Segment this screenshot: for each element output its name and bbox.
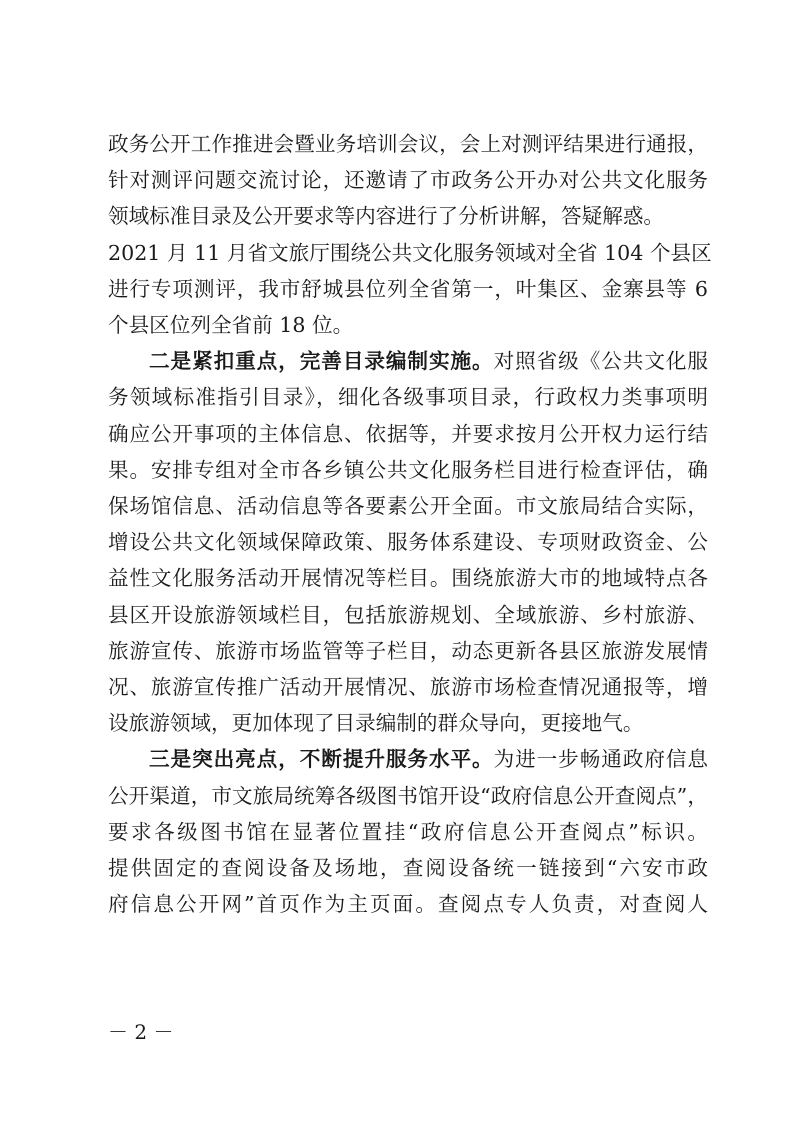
text-line: 政务公开工作推进会暨业务培训会议，会上对测评结果进行通报，: [108, 132, 708, 156]
text-line: 确应公开事项的主体信息、依据等，并要求按月公开权力运行结: [108, 421, 708, 446]
text-line: 公开渠道，市文旅局统筹各级图书馆开设“政府信息公开查阅点”，: [108, 783, 708, 808]
text-line: 府信息公开网”首页作为主页面。查阅点专人负责，对查阅人: [108, 892, 708, 917]
paragraph-3: [108, 741, 708, 922]
text-line: 设旅游领域，更加体现了目录编制的群众导向，更接地气。: [108, 711, 644, 736]
text-line: [108, 343, 708, 379]
text-line: 保场馆信息、活动信息等各要素公开全面。市文旅局结合实际，: [108, 494, 708, 519]
paragraph-heading: 三是突出亮点，不断提升服务水平。: [149, 747, 494, 772]
text-line: 进行专项测评，我市舒城县位列全省第一，叶集区、金寨县等 6: [108, 276, 708, 301]
text-line: 领域标准目录及公开要求等内容进行了分析讲解，答疑解惑。: [108, 204, 665, 229]
paragraph-1: [108, 126, 712, 343]
text-line: 增设公共文化领域保障政策、服务体系建设、专项财政资金、公: [108, 530, 708, 555]
text-line: 旅游宣传、旅游市场监管等子栏目，动态更新各县区旅游发展情: [108, 638, 708, 663]
text-line: 县区开设旅游领域栏目，包括旅游规划、全域旅游、乡村旅游、: [108, 602, 708, 627]
text-line: 提供固定的查阅设备及场地，查阅设备统一链接到“六安市政: [108, 856, 708, 881]
paragraph-2: [108, 343, 708, 741]
text-line: 果。安排专组对全市各乡镇公共文化服务栏目进行检查评估，确: [108, 457, 708, 482]
text-line: 个县区位列全省前 18 位。: [108, 313, 354, 338]
text-run: 为进一步畅通政府信息: [493, 747, 708, 772]
page-number: － 2 －: [108, 1020, 174, 1044]
body-text: [108, 126, 712, 922]
text-line: 益性文化服务活动开展情况等栏目。围绕旅游大市的地域特点各: [108, 566, 708, 591]
text-line: 务领域标准指引目录》，细化各级事项目录，行政权力类事项明: [108, 385, 708, 410]
text-line: 2021 月 11 月省文旅厅围绕公共文化服务领域对全省 104 个县区: [108, 240, 712, 265]
text-line: 要求各级图书馆在显著位置挂“政府信息公开查阅点”标识。: [108, 819, 708, 844]
text-run: 对照省级《公共文化服: [493, 349, 708, 374]
text-line: [108, 741, 708, 777]
text-line: 针对测评问题交流讨论，还邀请了市政务公开办对公共文化服务: [108, 168, 708, 193]
paragraph-heading: 二是紧扣重点，完善目录编制实施。: [149, 349, 494, 374]
text-line: 况、旅游宣传推广活动开展情况、旅游市场检查情况通报等，增: [108, 675, 708, 700]
